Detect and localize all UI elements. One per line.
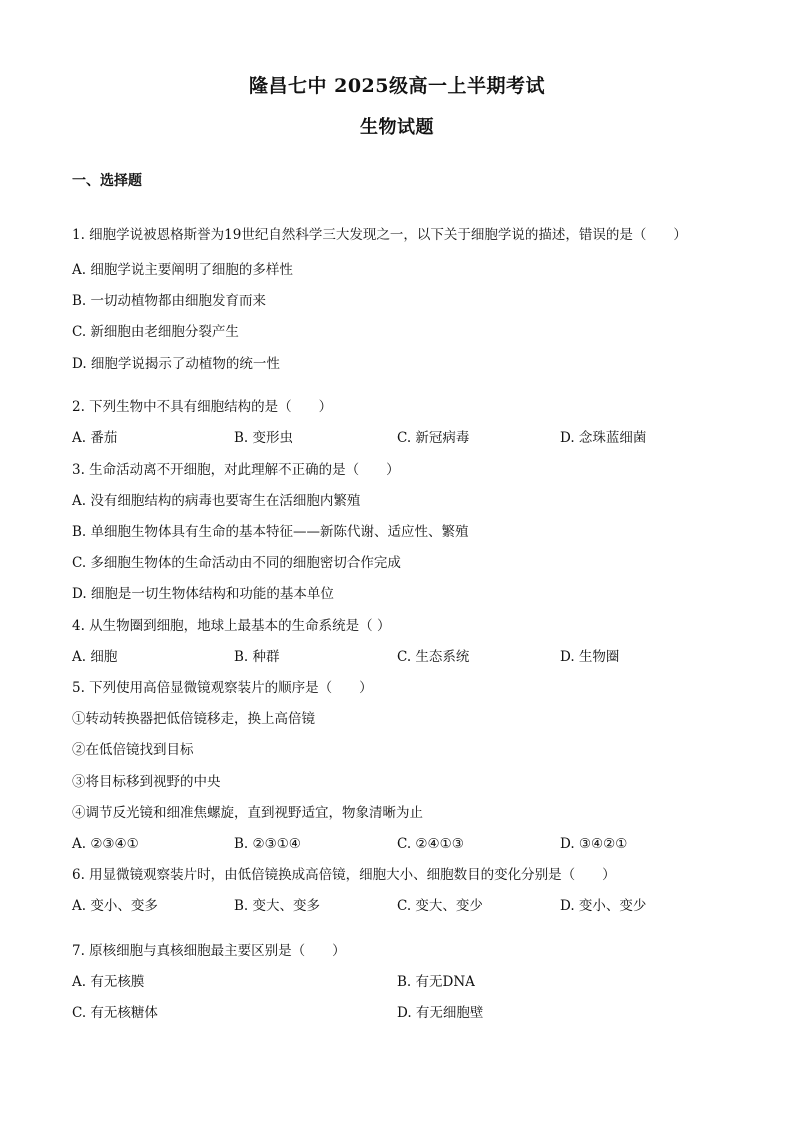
question-3-option-c: C. 多细胞生物体的生命活动由不同的细胞密切合作完成 xyxy=(72,555,401,571)
question-5-stem: 5. 下列使用高倍显微镜观察装片的顺序是（ ） xyxy=(72,680,373,696)
question-6-stem: 6. 用显微镜观察装片时，由低倍镜换成高倍镜，细胞大小、细胞数目的变化分别是（ ） xyxy=(72,867,616,883)
question-5-step-2: ②在低倍镜找到目标 xyxy=(72,742,194,758)
question-1-option-b: B. 一切动植物都由细胞发育而来 xyxy=(72,293,267,309)
question-4-option-c: C. 生态系统 xyxy=(397,649,470,665)
question-5-option-b: B. ②③①④ xyxy=(234,836,301,852)
question-6-option-d: D. 变小、变少 xyxy=(560,898,647,914)
question-1-option-c: C. 新细胞由老细胞分裂产生 xyxy=(72,324,239,340)
question-2-stem: 2. 下列生物中不具有细胞结构的是（ ） xyxy=(72,399,333,415)
question-4-stem: 4. 从生物圈到细胞，地球上最基本的生命系统是（ ） xyxy=(72,618,391,634)
question-5-option-d: D. ③④②① xyxy=(560,836,628,852)
question-6-option-b: B. 变大、变多 xyxy=(234,898,321,914)
question-5-step-4: ④调节反光镜和细准焦螺旋，直到视野适宜，物象清晰为止 xyxy=(72,805,423,821)
question-5-step-1: ①转动转换器把低倍镜移走，换上高倍镜 xyxy=(72,711,315,727)
question-5-option-a: A. ②③④① xyxy=(72,836,139,852)
question-3-stem: 3. 生命活动离不开细胞，对此理解不正确的是（ ） xyxy=(72,462,400,478)
section-title: 一、选择题 xyxy=(72,173,142,189)
question-7-option-a: A. 有无核膜 xyxy=(72,974,145,990)
page-title: 隆昌七中 2025级高一上半期考试 xyxy=(249,75,545,97)
question-3-option-b: B. 单细胞生物体具有生命的基本特征——新陈代谢、适应性、繁殖 xyxy=(72,524,469,540)
question-2-option-c: C. 新冠病毒 xyxy=(397,430,470,446)
question-1-option-a: A. 细胞学说主要阐明了细胞的多样性 xyxy=(72,262,293,278)
question-2-option-a: A. 番茄 xyxy=(72,430,118,446)
question-7-option-b: B. 有无DNA xyxy=(397,974,475,990)
question-1-stem: 1. 细胞学说被恩格斯誉为19世纪自然科学三大发现之一，以下关于细胞学说的描述，错误的是（ ） xyxy=(72,227,687,243)
question-7-option-d: D. 有无细胞壁 xyxy=(397,1005,484,1021)
question-1-option-d: D. 细胞学说揭示了动植物的统一性 xyxy=(72,356,280,372)
question-3-option-a: A. 没有细胞结构的病毒也要寄生在活细胞内繁殖 xyxy=(72,493,361,509)
question-4-option-b: B. 种群 xyxy=(234,649,280,665)
question-3-option-d: D. 细胞是一切生物体结构和功能的基本单位 xyxy=(72,586,334,602)
question-5-option-c: C. ②④①③ xyxy=(397,836,464,852)
question-5-step-3: ③将目标移到视野的中央 xyxy=(72,774,221,790)
question-4-option-a: A. 细胞 xyxy=(72,649,118,665)
question-7-option-c: C. 有无核糖体 xyxy=(72,1005,158,1021)
page-subtitle: 生物试题 xyxy=(360,117,434,138)
question-2-option-b: B. 变形虫 xyxy=(234,430,294,446)
question-7-stem: 7. 原核细胞与真核细胞最主要区别是（ ） xyxy=(72,943,346,959)
question-6-option-c: C. 变大、变少 xyxy=(397,898,483,914)
question-2-option-d: D. 念珠蓝细菌 xyxy=(560,430,647,446)
question-4-option-d: D. 生物圈 xyxy=(560,649,620,665)
question-6-option-a: A. 变小、变多 xyxy=(72,898,158,914)
